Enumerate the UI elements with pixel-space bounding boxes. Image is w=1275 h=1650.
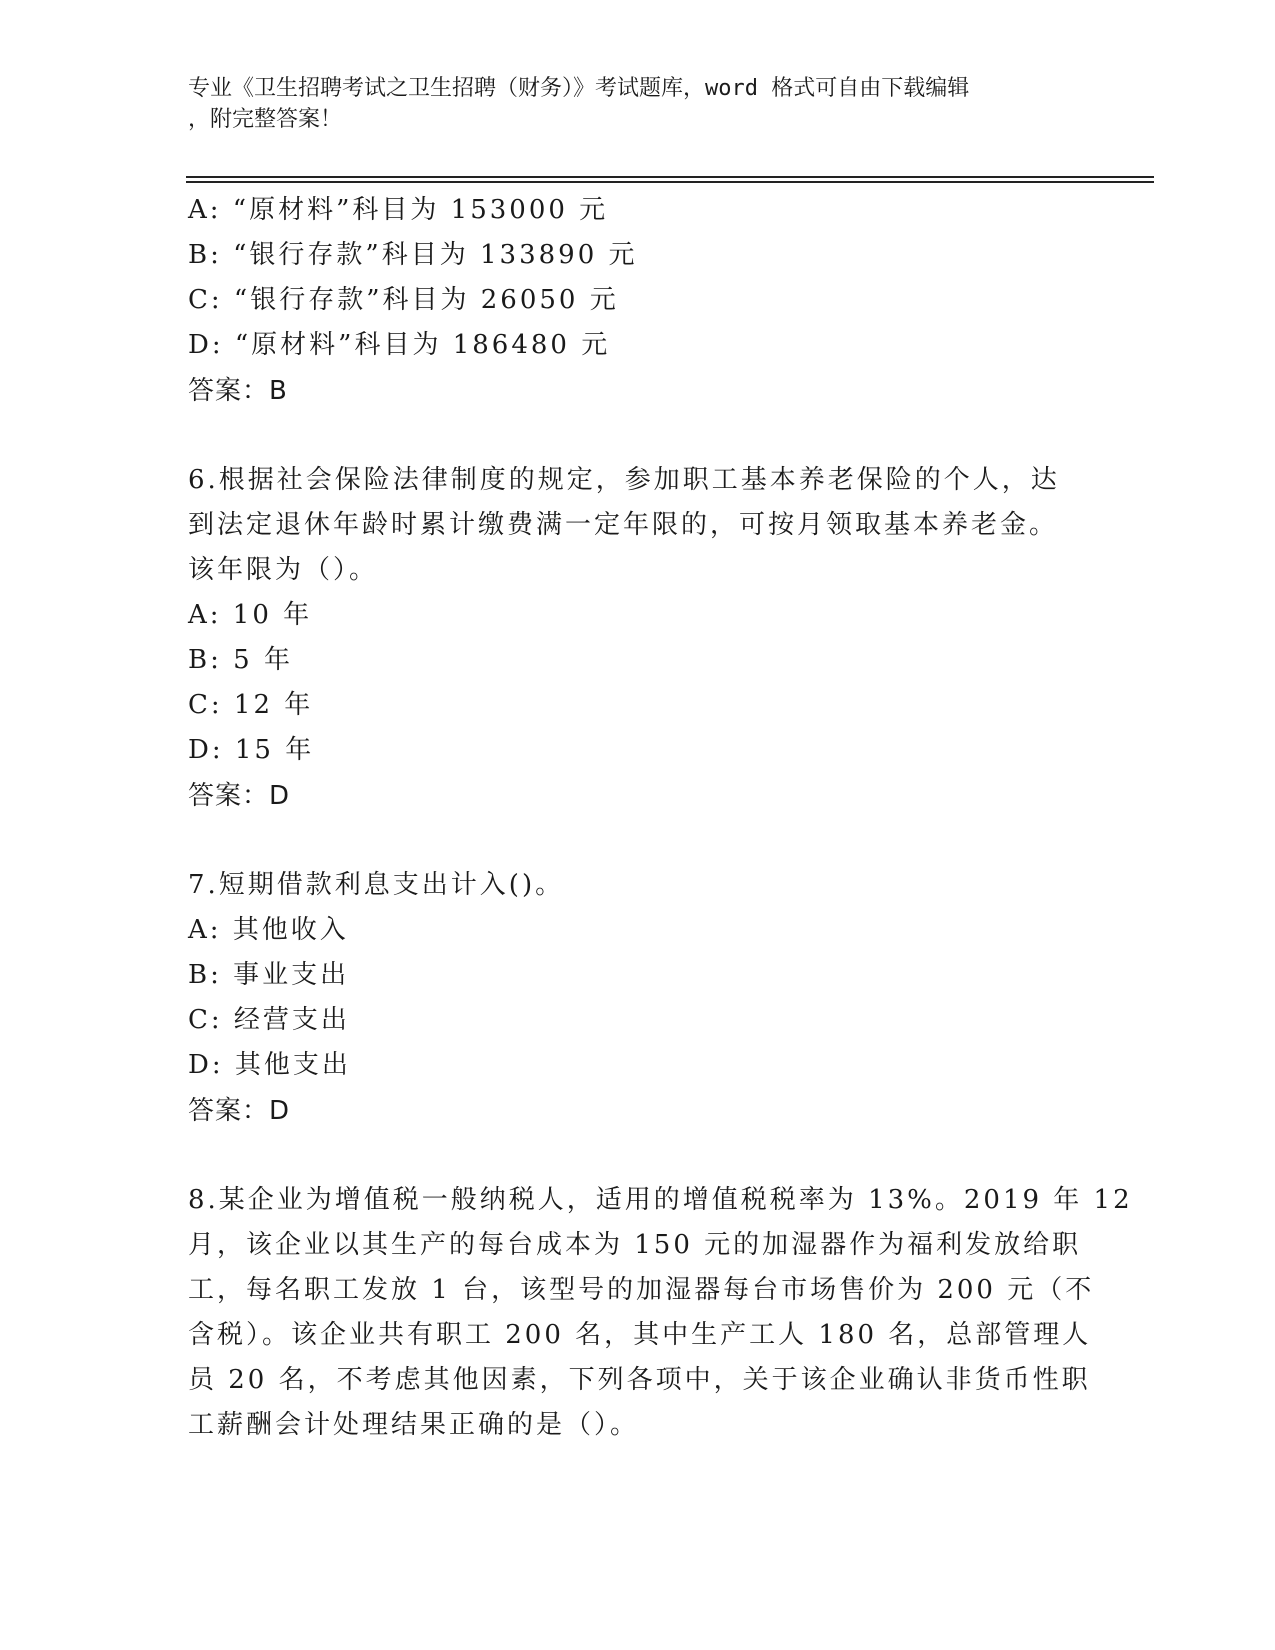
option-d: D: 其他支出 xyxy=(188,1050,351,1080)
option-a: A: “原材料”科目为 153000 元 xyxy=(188,195,609,225)
question-stem-line: 工薪酬会计处理结果正确的是（）。 xyxy=(188,1410,640,1440)
option-c: C: 经营支出 xyxy=(188,1005,350,1035)
option-b: B: 5 年 xyxy=(188,645,293,675)
header-line-2: ，附完整答案！ xyxy=(188,107,343,132)
question-stem-line: 工，每名职工发放 1 台，该型号的加湿器每台市场售价为 200 元（不 xyxy=(188,1275,1095,1305)
answer: 答案：D xyxy=(188,781,291,811)
option-a: A: 其他收入 xyxy=(188,915,349,945)
option-b: B: 事业支出 xyxy=(188,960,350,990)
option-c: C: “银行存款”科目为 26050 元 xyxy=(188,285,619,315)
question-stem-line: 含税）。该企业共有职工 200 名，其中生产工人 180 名，总部管理人 xyxy=(188,1320,1092,1350)
question-stem-line: 月，该企业以其生产的每台成本为 150 元的加湿器作为福利发放给职 xyxy=(188,1230,1082,1260)
question-stem-line: 7.短期借款利息支出计入()。 xyxy=(188,870,565,900)
question-stem-line: 6.根据社会保险法律制度的规定，参加职工基本养老保险的个人，达 xyxy=(188,465,1060,495)
question-stem-line: 员 20 名，不考虑其他因素，下列各项中，关于该企业确认非货币性职 xyxy=(188,1365,1091,1395)
question-stem-line: 该年限为（）。 xyxy=(188,555,379,585)
option-d: D: “原材料”科目为 186480 元 xyxy=(188,330,611,360)
answer: 答案：B xyxy=(188,376,288,406)
question-stem-line: 8.某企业为增值税一般纳税人，适用的增值税税率为 13%。2019 年 12 xyxy=(188,1185,1133,1215)
option-b: B: “银行存款”科目为 133890 元 xyxy=(188,240,638,270)
option-d: D: 15 年 xyxy=(188,735,315,765)
option-c: C: 12 年 xyxy=(188,690,314,720)
header-rule-bottom xyxy=(186,181,1154,183)
header-line-1: 专业《卫生招聘考试之卫生招聘（财务）》考试题库，word 格式可自由下载编辑 xyxy=(188,76,970,101)
header-rule-top xyxy=(186,176,1154,178)
option-a: A: 10 年 xyxy=(188,600,313,630)
answer: 答案：D xyxy=(188,1096,291,1126)
question-stem-line: 到法定退休年龄时累计缴费满一定年限的，可按月领取基本养老金。 xyxy=(188,510,1059,540)
